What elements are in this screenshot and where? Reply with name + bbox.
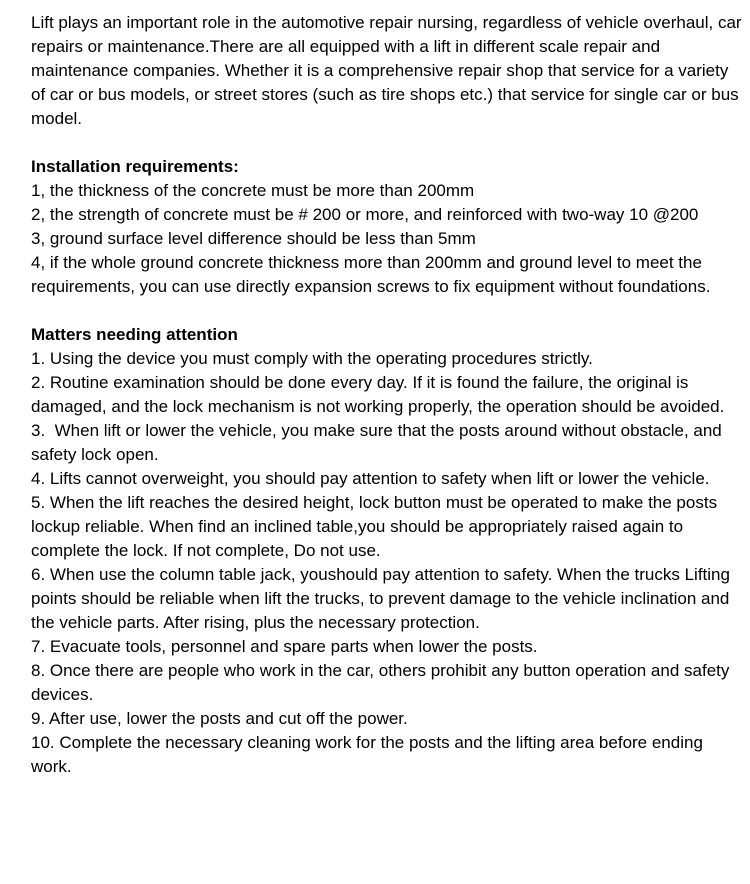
attention-item: 9. After use, lower the posts and cut off the power. [31,709,408,728]
intro-paragraph: Lift plays an important role in the automotive repair nursing, regardless of vehicle overhaul, car repairs or maintenance.There are all equipped with a lift in different scale repair and maintenance companies. Whether it is a comprehensive repair shop that service for a variety of car or bus models, or street stores (such as tire shops etc.) that service for single car or bus model. [31,13,747,128]
document-body [31,11,747,779]
attention-item: 1. Using the device you must comply with the operating procedures strictly. [31,349,593,368]
attention-item: 2. Routine examination should be done every day. If it is found the failure, the original is damaged, and the lock mechanism is not working properly, the operation should be avoided. [31,373,725,416]
installation-item: 1, the thickness of the concrete must be more than 200mm [31,181,475,200]
attention-item: 3. When lift or lower the vehicle, you make sure that the posts around without obstacle, and safety lock open. [31,421,727,464]
attention-item: 4. Lifts cannot overweight, you should pay attention to safety when lift or lower the vehicle. [31,469,710,488]
paragraph-spacer [31,299,743,323]
attention-item: 7. Evacuate tools, personnel and spare parts when lower the posts. [31,637,538,656]
paragraph-spacer [31,131,743,155]
installation-heading: Installation requirements: [31,157,239,176]
attention-item: 5. When the lift reaches the desired height, lock button must be operated to make the posts lockup reliable. When find an inclined table,you should be appropriately raised again to complete the lock. If not complete, Do not use. [31,493,722,560]
attention-item: 6. When use the column table jack, youshould pay attention to safety. When the trucks Lifting points should be reliable when lift the trucks, to prevent damage to the vehicle inclination and the vehicle parts. After rising, plus the necessary protection. [31,565,735,632]
attention-heading: Matters needing attention [31,325,238,344]
installation-item: 3, ground surface level difference should be less than 5mm [31,229,476,248]
attention-item: 8. Once there are people who work in the car, others prohibit any button operation and safety devices. [31,661,735,704]
installation-item: 2, the strength of concrete must be # 200 or more, and reinforced with two-way 10 @200 [31,205,699,224]
attention-item: 10. Complete the necessary cleaning work for the posts and the lifting area before ending work. [31,733,708,776]
installation-item: 4, if the whole ground concrete thickness more than 200mm and ground level to meet the requirements, you can use directly expansion screws to fix equipment without foundations. [31,253,711,296]
